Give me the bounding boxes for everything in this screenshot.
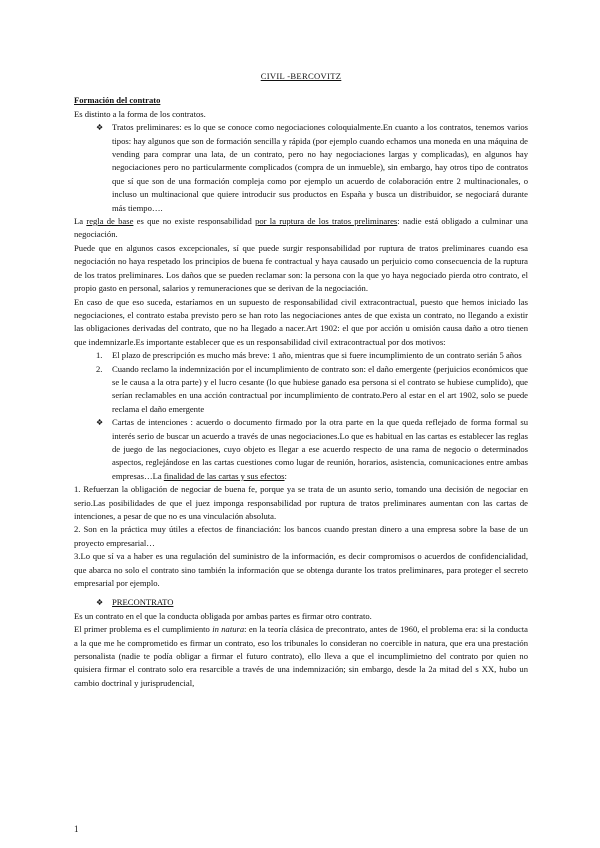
page-number: 1 [74, 824, 79, 834]
item-text: El plazo de prescripción es mucho más breve: 1 año, mientras que si fuere incumplimiento de un contrato serián 5 años [112, 350, 522, 361]
document-page [74, 70, 528, 690]
italic-text: in natura [212, 624, 245, 635]
paragraph-extracontractual: En caso de que eso suceda, estaríamos en un supuesto de responsabilidad civil extracontractual, puesto que hemos iniciado las negociaciones, el contrato estaba previsto pero se han roto las negociaciones antes de que exista un contrato, no llegando a existir las obligaciones derivadas del contrato, que no ha llegado a nacer.Art 1902: el que por acción u omisión causa daño a otro tienen que indemnizarle.Es importante establecer que es un responsabilidad civil extracontractual por dos motivos: [74, 296, 528, 347]
efecto-2: 2. Son en la práctica muy útiles a efectos de financiación: los bancos cuando prestan dinero a una empresa sobre la base de un proyecto empresarial… [74, 524, 528, 548]
text-run: : en la teoría clásica de precontrato, antes de 1960, el problema era: si la conducta a la que me he comprometido es firmar un contrato, eso los tribunales lo consideran no coercible in natura, que era una prestación personalista (nadie te podía obligar a firmar el futuro contrato), ello lleva a que el incumplimietno del contrato por quien no quisiera firmar el contrato solo era resarcible a través de una indemnización; sin embargo, desde la 2a mitad del s XX, hubo un cambio doctrinal y jurisprudencial, [74, 624, 528, 688]
diamond-bullet-icon: ❖ [96, 598, 104, 608]
text-run: El primer problema es el cumplimiento [74, 624, 213, 635]
intro-paragraph: Es distinto a la forma de los contratos. [74, 108, 206, 119]
bullet-cartas-intenciones [74, 416, 528, 483]
text-run: La [74, 216, 87, 227]
text-run: : nadie está obligado a culminar una negociación. [74, 216, 528, 240]
efecto-1: 1. Refuerzan la obligación de negociar de buena fe, porque ya se trata de un asunto serio, tomando una decisión de negociar en serio.Las posibilidades de que el juez imponga responsabilidad por ruptura de tratos preliminares aumentan con las cartas de intenciones, a pesar de que no es una vinculación absoluta. [74, 484, 528, 521]
document-title: CIVIL -BERCOVITZ [260, 71, 342, 81]
numbered-item-1 [74, 349, 528, 362]
precontrato-heading: PRECONTRATO [112, 597, 174, 608]
text-run: es que no existe responsabilidad [133, 216, 256, 227]
regla-de-base-paragraph [74, 215, 528, 242]
efecto-3: 3.Lo que sí va a haber es una regulación del suministro de la información, es decir compromisos o acuerdos de confidencialidad, que abarca no solo el contrato sino también la información que se obtenga durante los tratos preliminares, para proteger el secreto empresarial por ejemplo. [74, 551, 528, 589]
section-heading: Formación del contrato [74, 95, 161, 106]
paragraph-excepcionales: Puede que en algunos casos excepcionales, sí que puede surgir responsabilidad por ruptura de tratos preliminares cuando esa negociación no haya respetado los principios de buena fe contractual y haya causado un perjuicio como consecuencia de la ruptura de los tratos preliminares. Los daños que se pueden reclamar son: la persona con la que yo haya negociado pierda otro contrato, el propio gasto en personal, salarios y remuneraciones que se derivan de la negociación. [74, 242, 528, 294]
bullet-tratos-preliminares [74, 121, 528, 215]
underlined-text: por la ruptura de los tratos preliminares [255, 216, 398, 227]
diamond-bullet-icon: ❖ [96, 418, 104, 428]
underlined-text: finalidad de las cartas y sus efectos [163, 470, 285, 481]
bullet-precontrato [74, 596, 528, 609]
bullet-text: Cartas de intenciones : acuerdo o documento firmado por la otra parte en la que queda reflejado de forma formal su interés serio de buscar un acuerdo a través de unas negociaciones.Lo que es habitual en las cartas es establecer las reglas de juego de las negociaciones, cuyo objeto es llegar a ese acuerdo respecto de una rama de negocio o determinados aspectos, reglejándose en las cartas cuestiones como lugar de reunión, horarios, asistencia, comunicaciones entre ambas empresas…La [112, 417, 528, 481]
item-text: Cuando reclamo la indemnización por el incumplimiento de contrato son: el daño emergente (perjuicios económicos que se le causa a la otra parte) y el lucro cesante (lo que hubiese ganado esa persona si el contrato se hubiese cumplido), que serían reclamables en una acción contractual por incumplimiento de contrato.Pero al estar en el art 1902, solo se puede reclama el daño emergente [112, 363, 528, 414]
diamond-bullet-icon: ❖ [96, 123, 104, 133]
item-number: 1. [96, 350, 103, 361]
item-number: 2. [96, 363, 103, 374]
bullet-text: Tratos preliminares: es lo que se conoce como negociaciones coloquialmente.En cuanto a los contratos, tenemos varios tipos: hay algunos que son de formación sencilla y rápida (por ejemplo cuando echamos una moneda en una máquina de vending para comprar una lata, de un contrato, pero no hay negociaciones largas y complicadas), en algunos hay negociaciones pero no particularmente complicados (compra de un inmueble), sin embargo, hay otros tipo de contratos que sí que son de una formación compleja como por ejemplo un acuerdo de colaboración entre 2 multinacionales, o incluso un multinacional que quiere introducir sus productos en España y busca un distribuidor, se negociará durante más tiempo…. [112, 122, 528, 213]
precontrato-definition: Es un contrato en el que la conducta obligada por ambas partes es firmar otro contrato. [74, 610, 372, 621]
underlined-text: regla de base [86, 216, 134, 227]
numbered-item-2 [74, 363, 528, 417]
paragraph-in-natura [74, 623, 528, 690]
text-run: : [284, 470, 287, 481]
